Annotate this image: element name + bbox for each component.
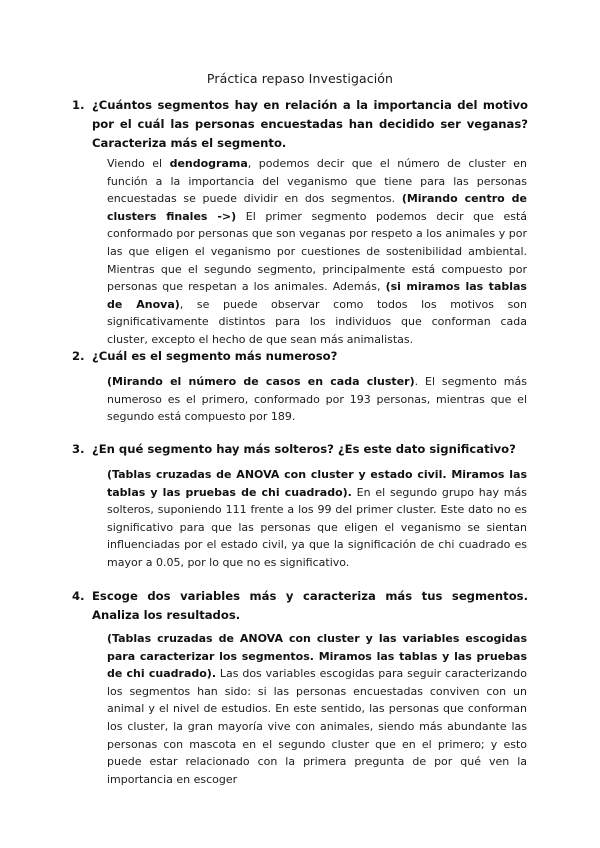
- document-title: Práctica repaso Investigación: [206, 71, 394, 86]
- answer-text: . El segmento más numeroso es el primero, conformado por 193 personas, mientras que el segundo está compuesto por 189.: [107, 375, 527, 424]
- answer-text: , se puede observar como todos los motivos son significativamente distintos para los individuos que conforman cada cluster, excepto el hecho de que sean más animalistas.: [107, 297, 528, 346]
- answer-bold: dendograma: [169, 157, 248, 170]
- answer-bold: (Mirando el número de casos en cada cluster): [107, 375, 415, 388]
- question-number: 2.: [72, 349, 85, 363]
- answer-text: Viendo el: [107, 157, 170, 170]
- answer-1: [107, 155, 527, 349]
- answer-text: , podemos decir que el número de cluster en función a la importancia del veganismo que tiene para las personas encuestadas se puede dividir en dos segmentos.: [107, 157, 527, 206]
- question-text: ¿Cuántos segmentos hay en relación a la importancia del motivo por el cuál las personas encuestadas han decidido ser veganas? Caracteriza más el segmento.: [92, 98, 528, 150]
- question-4: [72, 587, 528, 625]
- question-number: 1.: [72, 98, 85, 112]
- question-3: [72, 440, 528, 459]
- question-text: ¿Cuál es el segmento más numeroso?: [92, 349, 338, 363]
- question-number: 3.: [72, 442, 85, 456]
- question-2: [72, 347, 528, 366]
- question-text: Escoge dos variables más y caracteriza más tus segmentos. Analiza los resultados.: [92, 589, 528, 622]
- answer-bold: (Tablas cruzadas de ANOVA con cluster y estado civil. Miramos las tablas y las pruebas de chi cuadrado).: [107, 468, 527, 499]
- answer-bold: (Mirando centro de clusters finales ->): [107, 192, 528, 223]
- answer-2: [107, 373, 527, 426]
- answer-3: [107, 466, 527, 572]
- answer-4: [107, 630, 527, 788]
- answer-bold: (si miramos las tablas de Anova): [107, 280, 527, 311]
- answer-text: El primer segmento podemos decir que está conformado por personas que son veganas por respeto a los animales y por las que eligen el veganismo por cuestiones de sostenibilidad ambiental. Mientras que el segundo segmento, principalmente está compuesto por personas que respetan a los animales. Además,: [107, 209, 527, 294]
- answer-text: En el segundo grupo hay más solteros, suponiendo 111 frente a los 99 del primer cluster. Este dato no es significativo para que las personas que eligen el veganismo se sientan influenciadas por el estado civil, ya que la significación de chi cuadrado es mayor a 0.05, por lo que no es significativo.: [107, 485, 527, 569]
- question-1: [72, 96, 528, 153]
- question-text: ¿En qué segmento hay más solteros? ¿Es este dato significativo?: [92, 442, 516, 456]
- answer-text: Las dos variables escogidas para seguir caracterizando los segmentos han sido: si las personas encuestadas conviven con un animal y el nivel de estudios. En este sentido, las personas que conforman los cluster, la gran mayoría vive con animales, siendo más abundante las personas con mascota en el segundo cluster que en el primero; y esto puede estar relacionado con la primera pregunta de por qué ven la importancia en escoger: [107, 667, 527, 786]
- question-number: 4.: [72, 589, 85, 603]
- answer-bold: (Tablas cruzadas de ANOVA con cluster y las variables escogidas para caracterizar los segmentos. Miramos las tablas y las pruebas de chi cuadrado).: [107, 632, 527, 681]
